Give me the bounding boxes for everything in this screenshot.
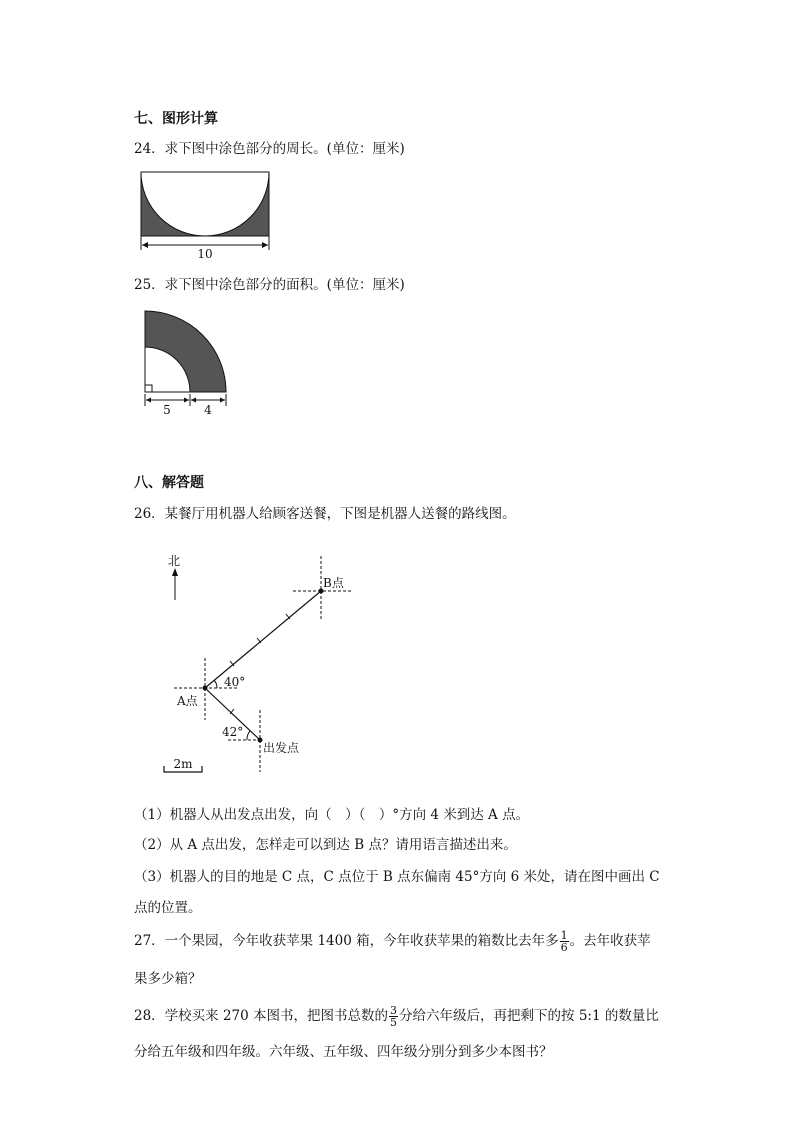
- scale-label: 2m: [173, 757, 193, 771]
- q25-dim-outer-label: 4: [204, 403, 212, 416]
- q27-text-pre: 27．一个果园，今年收获苹果 1400 箱，今年收获苹果的箱数比去年多: [134, 933, 559, 949]
- question-26-sub3-line2: 点的位置。: [134, 900, 202, 916]
- q24-figure: [136, 168, 278, 260]
- q25-dim-inner-label: 5: [163, 403, 171, 416]
- q26-route-map: [0, 540, 400, 780]
- q27-frac-den: 6: [560, 941, 568, 954]
- angle-42-label: 42°: [222, 725, 244, 739]
- question-26-sub3-line1: （3）机器人的目的地是 C 点，C 点位于 B 点东偏南 45°方向 6 米处，请在图中画出 C: [134, 869, 660, 885]
- q27-fraction: [560, 930, 569, 953]
- question-26-text: 26．某餐厅用机器人给顾客送餐，下图是机器人送餐的路线图。: [134, 506, 516, 522]
- question-24-text: 24．求下图中涂色部分的周长。(单位：厘米): [134, 141, 405, 157]
- question-26-sub2: （2）从 A 点出发，怎样走可以到达 B 点？请用语言描述出来。: [134, 837, 517, 853]
- q25-shaded-ring: [145, 311, 226, 392]
- section-title-8: 八、解答题: [134, 475, 204, 491]
- right-angle-mark: [145, 385, 152, 392]
- q28-text-pre: 28．学校买来 270 本图书，把图书总数的: [134, 1008, 389, 1024]
- q24-shaded-region: [141, 172, 269, 236]
- route-a-to-b: [205, 591, 321, 688]
- question-28-line1: [134, 1005, 659, 1028]
- q28-fraction: [389, 1005, 398, 1028]
- point-a-label: A点: [177, 694, 198, 708]
- q28-frac-den: 5: [390, 1016, 398, 1029]
- question-26-sub1: （1）机器人从出发点出发，向（ ）（ ）°方向 4 米到达 A 点。: [134, 807, 530, 823]
- angle-40-label: 40°: [224, 675, 246, 689]
- q28-frac-num: 3: [390, 1004, 398, 1017]
- point-b-label: B点: [323, 576, 344, 590]
- start-point-label: 出发点: [263, 741, 300, 755]
- section-title-7: 七、图形计算: [134, 111, 218, 127]
- question-28-line2: 分给五年级和四年级。六年级、五年级、四年级分别分到多少本图书？: [134, 1044, 553, 1060]
- q28-text-post: 分给六年级后，再把剩下的按 5:1 的数量比: [399, 1008, 659, 1024]
- q27-frac-num: 1: [560, 929, 568, 942]
- q24-dimension-label: 10: [197, 247, 213, 260]
- question-27-line2: 果多少箱？: [134, 971, 202, 987]
- question-27-line1: [134, 930, 651, 953]
- question-25-text: 25．求下图中涂色部分的面积。(单位：厘米): [134, 277, 405, 293]
- north-label: 北: [167, 554, 181, 568]
- q27-text-post: 。去年收获苹: [569, 933, 651, 949]
- q25-figure: [138, 304, 234, 416]
